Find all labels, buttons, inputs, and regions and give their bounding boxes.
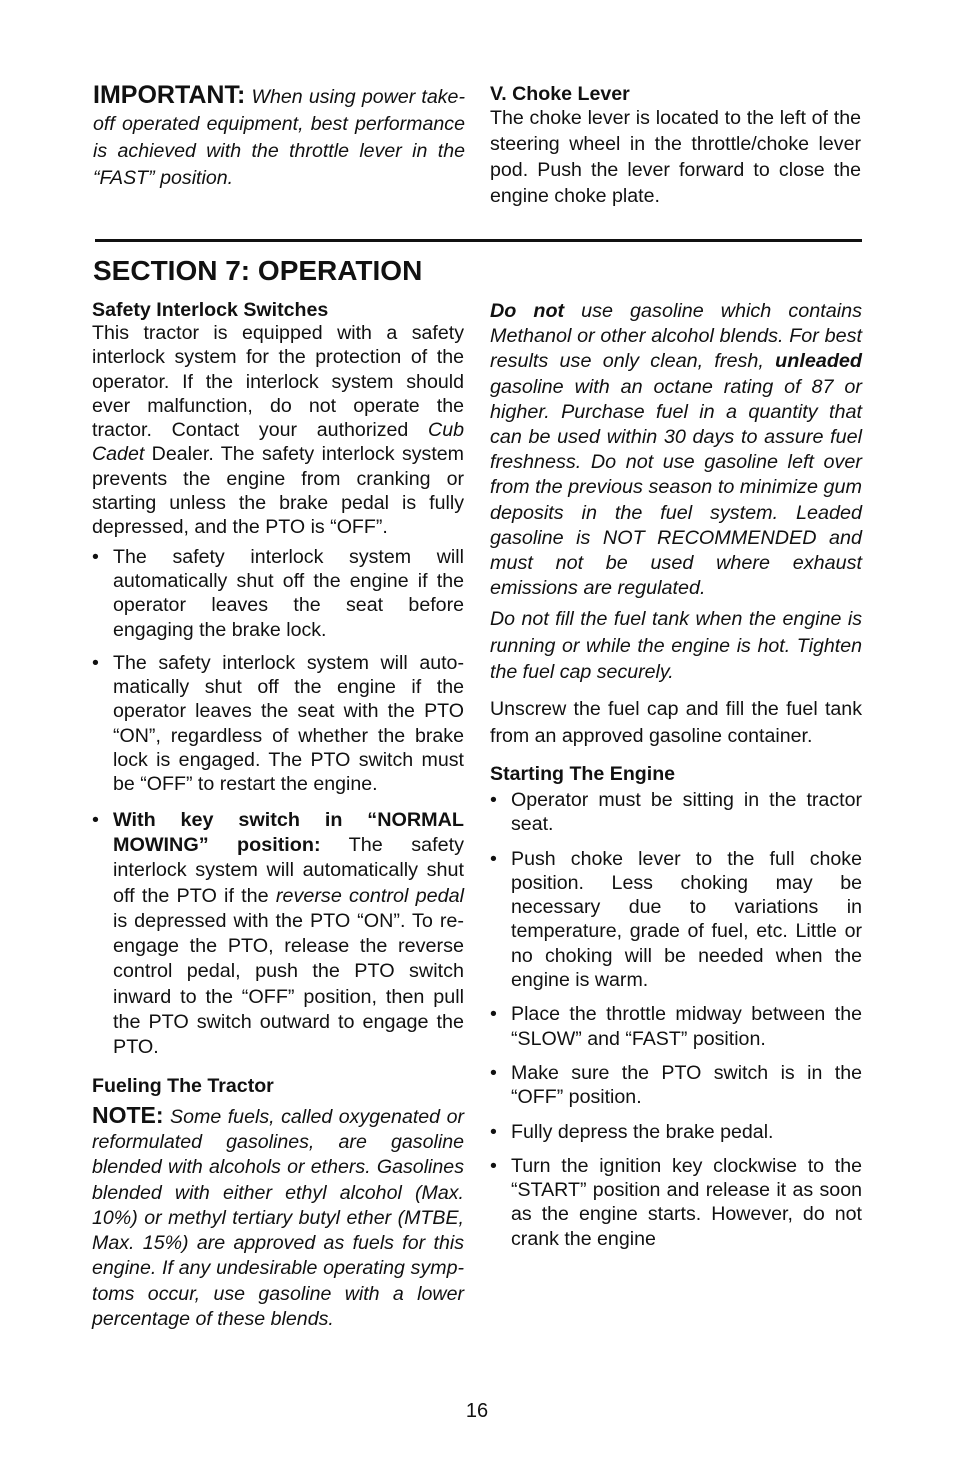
brand-name: Cub Cadet xyxy=(92,419,464,466)
page-number: 16 xyxy=(465,1400,489,1422)
starting-heading: Starting The Engine xyxy=(490,762,676,785)
important-note xyxy=(93,82,465,192)
section-divider xyxy=(95,239,862,242)
fuel-instruction: Unscrew the fuel cap and fill the fuel tank from an approved gasoline container. xyxy=(490,697,862,747)
right-column xyxy=(490,299,862,1251)
fuel-note: NOTE: Some fuels, called oxygenated or reformulated gasolines, are gasoline blended with alcohols or ethers. Gasolines blended with either ethyl alcohol (Max. 10%) or methyl tertiary butyl ether (MTBE, Max. 15%) are approved as fuels for this engine. If any undesirable operating symptoms occur, use gasoline with a lower percentage of these blends. xyxy=(92,1101,464,1330)
choke-lever-text: The choke lever is located to the left of the steering wheel in the throttle/choke lever pod. Push the lever forward to close the engine choke plate. xyxy=(490,107,861,207)
safety-interlock-intro: This tractor is equipped with a safety interlock system for the protection of the operator. If the interlock system should ever malfunction, do not operate the tractor. Contact your authorized Cub Cadet Dealer. The safety interlock system prevents the engine from cranking or starting unless the brake pedal is fully depressed, and the PTO is “OFF”. xyxy=(92,322,464,539)
list-item: • The safety interlock system will automatically shut off the engine if the operator leaves the seat before engaging the brake lock. xyxy=(92,545,464,642)
list-item: • Operator must be sitting in the tractor seat. xyxy=(490,788,862,837)
list-item: • Make sure the PTO switch is in the “OFF” position. xyxy=(490,1061,862,1110)
section-title: SECTION 7: OPERATION xyxy=(93,255,423,286)
choke-lever-section xyxy=(490,83,861,209)
list-item: • Fully depress the brake pedal. xyxy=(490,1120,862,1144)
starting-steps xyxy=(490,788,862,1251)
list-item: • The safety interlock system will automatically shut off the engine if the operator leaves the seat with the PTO “ON”, regardless of whether the brake lock is engaged. The PTO switch must be “OFF” to restart the engine. xyxy=(92,651,464,797)
note-label: NOTE: xyxy=(92,1101,164,1128)
fuel-note-continued: Do not use gasoline which contains Methanol or other alcohol blends. For best results use only clean, fresh, unleaded gasoline with an octane rating of 87 or higher. Purchase fuel in a quantity that can be used within 30 days to assure fuel freshness. Do not use gasoline left over from the previous season to minimize gum deposits in the fuel system. Leaded gasoline is NOT RECOMMENDED and must not be used where exhaust emissions are regulated. xyxy=(490,300,862,600)
important-text: When using power take-off operated equipment, best performance is achieved with the throttle lever in the “FAST” position. xyxy=(93,86,465,189)
list-item: • Place the throttle midway between the “SLOW” and “FAST” position. xyxy=(490,1002,862,1051)
fuel-caution: Do not fill the fuel tank when the engine is running or while the engine is hot. Tighten the fuel cap securely. xyxy=(490,608,862,684)
safety-interlock-heading: Safety Interlock Switches xyxy=(92,299,329,321)
important-label: IMPORTANT: xyxy=(93,81,246,109)
left-column xyxy=(92,299,464,1332)
fueling-heading: Fueling The Tractor xyxy=(92,1074,274,1097)
list-item: • Turn the ignition key clockwise to the “START” position and release it as soon as the engine starts. However, do not crank the engine xyxy=(490,1154,862,1251)
list-item: • With key switch in “NORMAL MOWING” position: The safety interlock system will automatically shut off the PTO if the reverse control pedal is depressed with the PTO “ON”. To re-engage the PTO, release the reverse control pedal, push the PTO switch inward to the “OFF” position, then pull the PTO switch outward to engage the PTO. xyxy=(92,808,464,1061)
choke-lever-heading: V. Choke Lever xyxy=(490,83,630,105)
safety-interlock-list xyxy=(92,545,464,1061)
list-item: • Push choke lever to the full choke position. Less choking may be necessary due to variations in temperature, grade of fuel, etc. Little or no choking will be needed when the engine is warm. xyxy=(490,847,862,993)
